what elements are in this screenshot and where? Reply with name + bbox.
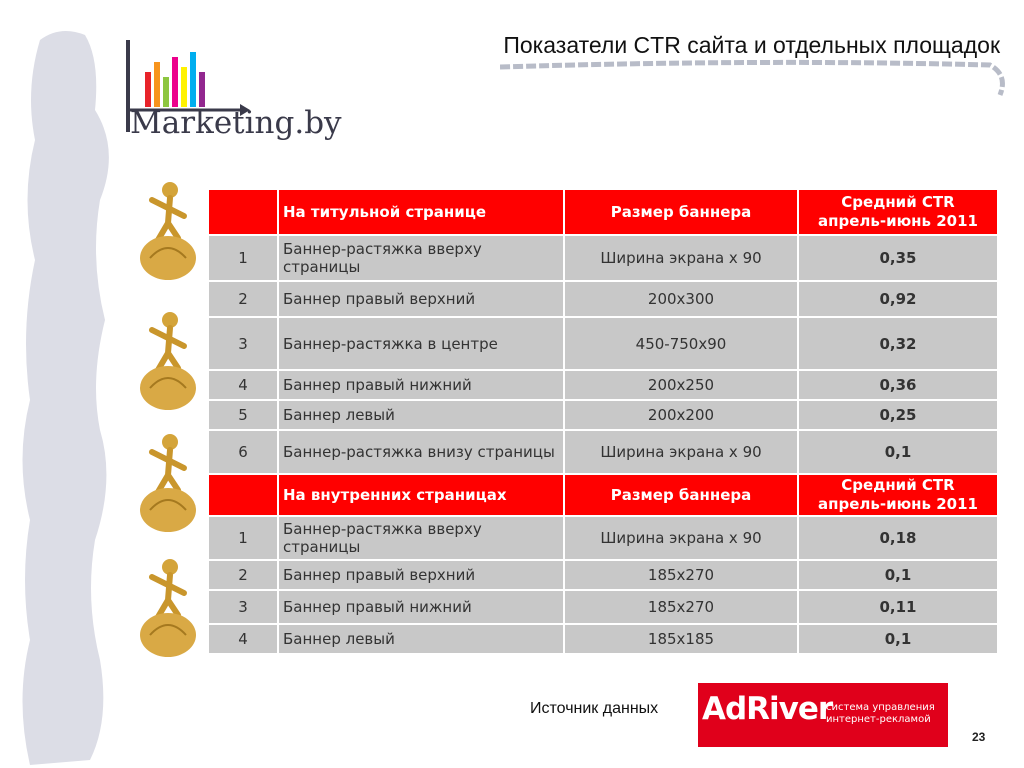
ctr-value: 0,18 — [798, 516, 998, 560]
ctr-value: 0,32 — [798, 317, 998, 370]
section-header-row — [208, 474, 998, 516]
banner-size: 185х270 — [564, 590, 798, 624]
adriver-name: AdRiver — [702, 691, 833, 727]
gold-figure-mouse-icon — [128, 308, 208, 418]
banner-size: 450-750х90 — [564, 317, 798, 370]
page-title: Показатели CTR сайта и отдельных площадок — [503, 32, 1000, 58]
section-heading: На титульной странице — [278, 189, 564, 235]
row-num: 2 — [208, 560, 278, 590]
ctr-value: 0,36 — [798, 370, 998, 400]
banner-name: Баннер-растяжка вверху страницы — [278, 516, 564, 560]
table-row — [208, 370, 998, 400]
table-row — [208, 560, 998, 590]
row-num: 6 — [208, 430, 278, 474]
ctr-header-line1: Средний CTR — [841, 193, 955, 211]
logo-text: Marketing.by — [130, 105, 342, 141]
size-column-header: Размер баннера — [564, 189, 798, 235]
table-row — [208, 430, 998, 474]
banner-name: Баннер левый — [278, 400, 564, 430]
banner-name: Баннер-растяжка внизу страницы — [278, 430, 564, 474]
banner-size: 200х200 — [564, 400, 798, 430]
row-num: 3 — [208, 590, 278, 624]
table-row — [208, 235, 998, 281]
ctr-header-line2: апрель-июнь 2011 — [817, 212, 978, 230]
banner-size: 200х300 — [564, 281, 798, 317]
size-column-header: Размер баннера — [564, 474, 798, 516]
gold-figure-mouse-icon — [128, 178, 208, 288]
banner-name: Баннер-растяжка вверху страницы — [278, 235, 564, 281]
banner-name: Баннер правый нижний — [278, 370, 564, 400]
gold-figure-mouse-icon — [128, 430, 208, 540]
row-num: 2 — [208, 281, 278, 317]
row-num: 5 — [208, 400, 278, 430]
page-number: 23 — [972, 730, 986, 744]
section-heading: На внутренних страницах — [278, 474, 564, 516]
title-underline-swoosh — [500, 55, 1010, 105]
ctr-value: 0,1 — [798, 560, 998, 590]
banner-size: Ширина экрана х 90 — [564, 430, 798, 474]
header-num-cell — [208, 474, 278, 516]
banner-size: Ширина экрана х 90 — [564, 235, 798, 281]
ctr-column-header — [798, 474, 998, 516]
banner-size: 200х250 — [564, 370, 798, 400]
ctr-table — [207, 188, 999, 655]
ctr-value: 0,35 — [798, 235, 998, 281]
banner-name: Баннер-растяжка в центре — [278, 317, 564, 370]
table-row — [208, 400, 998, 430]
banner-name: Баннер правый нижний — [278, 590, 564, 624]
banner-size: 185х270 — [564, 560, 798, 590]
table-row — [208, 281, 998, 317]
ctr-column-header — [798, 189, 998, 235]
adriver-tagline-line2: интернет-рекламой — [826, 714, 931, 725]
ctr-value: 0,92 — [798, 281, 998, 317]
ctr-value: 0,1 — [798, 624, 998, 654]
table-row — [208, 590, 998, 624]
row-num: 1 — [208, 516, 278, 560]
header-num-cell — [208, 189, 278, 235]
ctr-value: 0,11 — [798, 590, 998, 624]
row-num: 4 — [208, 624, 278, 654]
banner-name: Баннер правый верхний — [278, 281, 564, 317]
row-num: 4 — [208, 370, 278, 400]
ctr-header-line1: Средний CTR — [841, 476, 955, 494]
source-label: Источник данных — [530, 700, 659, 717]
row-num: 3 — [208, 317, 278, 370]
ctr-header-line2: апрель-июнь 2011 — [817, 495, 978, 513]
adriver-tagline — [826, 702, 935, 726]
adriver-logo — [698, 683, 948, 747]
table-row — [208, 317, 998, 370]
banner-name: Баннер левый — [278, 624, 564, 654]
section-header-row — [208, 189, 998, 235]
banner-size: Ширина экрана х 90 — [564, 516, 798, 560]
ctr-value: 0,25 — [798, 400, 998, 430]
ctr-value: 0,1 — [798, 430, 998, 474]
banner-name: Баннер правый верхний — [278, 560, 564, 590]
banner-size: 185х185 — [564, 624, 798, 654]
adriver-tagline-line1: система управления — [826, 702, 935, 713]
table-row — [208, 624, 998, 654]
gold-figure-mouse-icon — [128, 555, 208, 665]
row-num: 1 — [208, 235, 278, 281]
table-row — [208, 516, 998, 560]
